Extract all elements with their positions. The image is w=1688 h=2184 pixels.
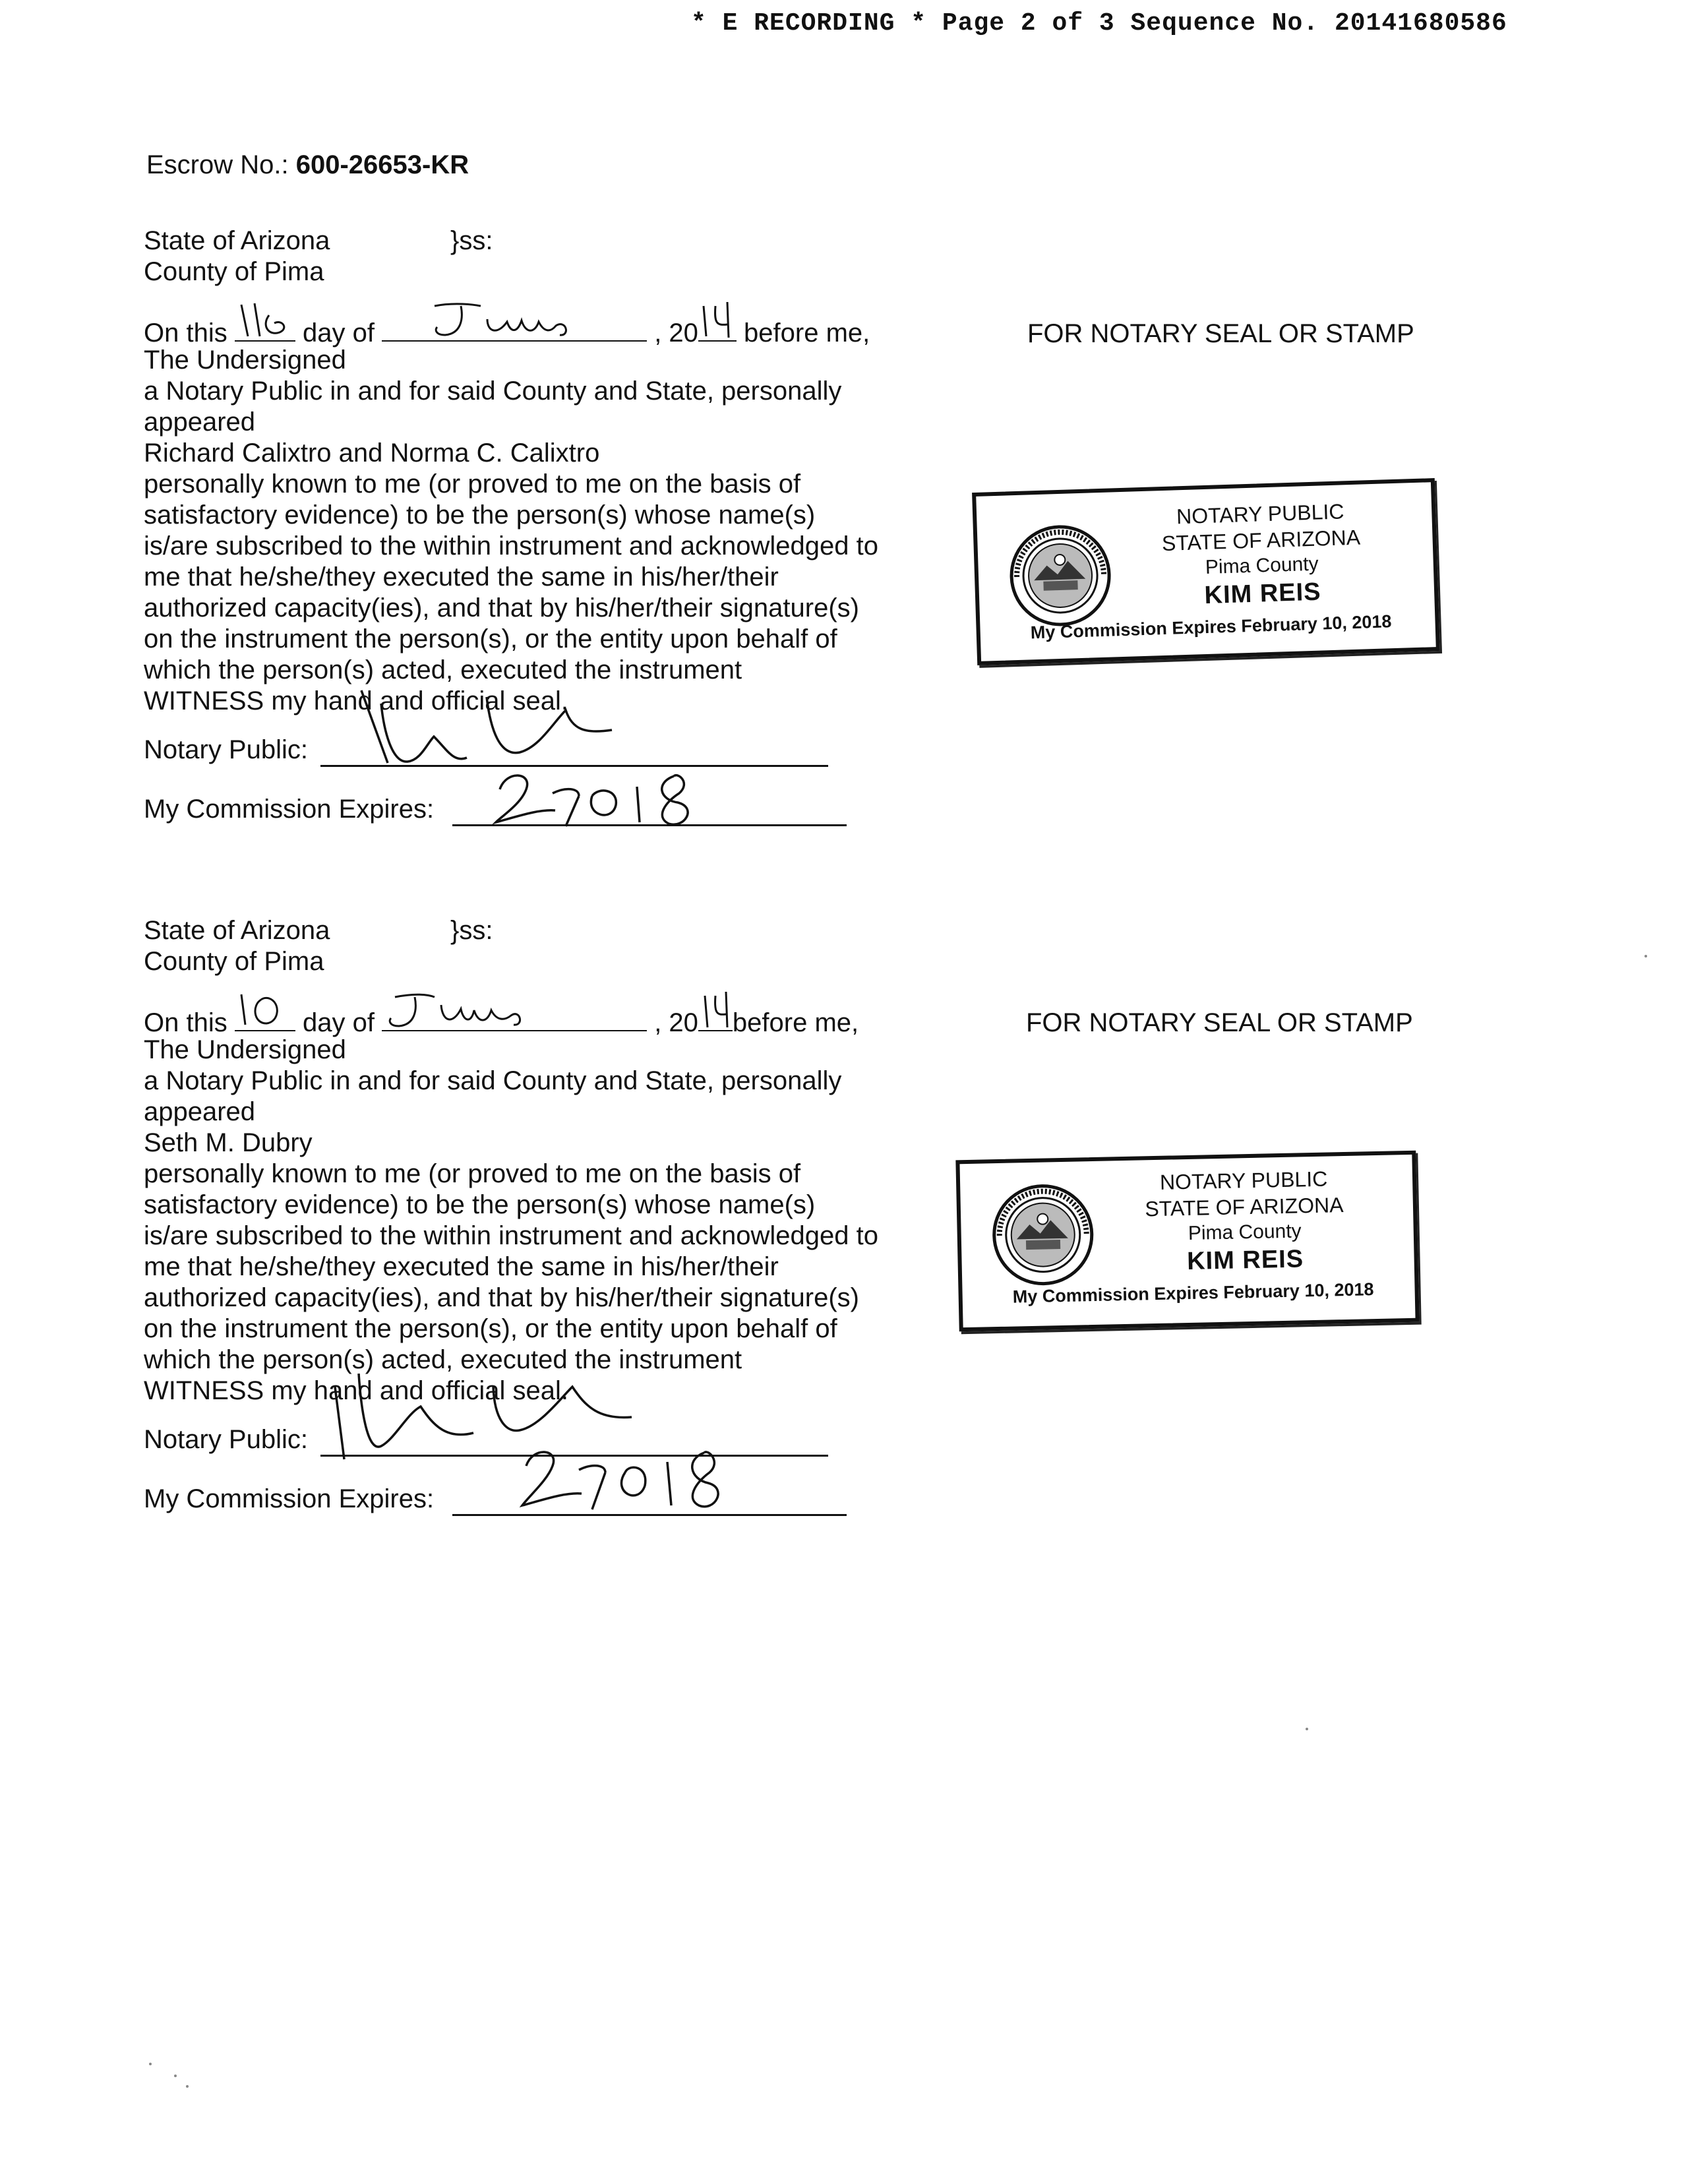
stamp-commission-expires: My Commission Expires February 10, 2018 — [1012, 1279, 1374, 1307]
venue-state-row — [144, 226, 948, 257]
stamp-state: STATE OF ARIZONA — [1161, 525, 1361, 556]
commission-expires-handwriting — [487, 763, 737, 835]
notary-public-label: Notary Public: — [144, 735, 308, 764]
body-line: satisfactory evidence) to be the person(s) whose name(s) — [144, 1190, 816, 1219]
day-of-text: day of — [302, 1008, 375, 1037]
body-line: on the instrument the person(s), or the entity upon behalf of — [144, 1314, 837, 1343]
body-line: personally known to me (or proved to me on the basis of — [144, 1159, 801, 1188]
acknowledgment-section-1 — [144, 226, 948, 835]
escrow-value: 600-26653-KR — [295, 150, 469, 179]
body-line: which the person(s) acted, executed the instrument — [144, 1345, 742, 1374]
venue-state: State of Arizona — [144, 226, 330, 255]
body-line: me that he/she/they executed the same in his/her/their — [144, 562, 779, 592]
body-line: a Notary Public in and for said County and State, personally — [144, 1066, 842, 1095]
handwritten-month-scribble — [382, 299, 647, 339]
year-prefix: , 20 — [654, 1008, 698, 1037]
body-line: a Notary Public in and for said County and State, personally — [144, 377, 842, 406]
escrow-label: Escrow No.: — [146, 150, 289, 179]
commission-expires-label: My Commission Expires: — [144, 795, 435, 824]
handwritten-year — [698, 314, 737, 342]
body-line: authorized capacity(ies), and that by his/her/their signature(s) — [144, 1283, 859, 1312]
commission-expires-label: My Commission Expires: — [144, 1484, 435, 1513]
body-line: is/are subscribed to the within instrument and acknowledged to — [144, 531, 878, 561]
handwritten-month — [382, 314, 647, 342]
handwritten-year-scribble — [698, 299, 737, 339]
appearing-parties: Richard Calixtro and Norma C. Calixtro — [144, 439, 600, 468]
arizona-state-seal-icon — [989, 1181, 1097, 1289]
notary-seal-caption: FOR NOTARY SEAL OR STAMP — [1026, 1008, 1413, 1037]
body-line: authorized capacity(ies), and that by his/her/their signature(s) — [144, 593, 859, 622]
year-prefix: , 20 — [654, 318, 698, 348]
scan-speck — [1306, 1728, 1308, 1730]
body-line: is/are subscribed to the within instrument and acknowledged to — [144, 1221, 878, 1250]
notary-stamp — [955, 1151, 1419, 1332]
stamp-notary-name: KIM REIS — [1186, 1245, 1304, 1276]
handwritten-day — [235, 314, 295, 342]
arizona-state-seal-icon — [1006, 521, 1115, 630]
stamp-notary-public: NOTARY PUBLIC — [1176, 499, 1344, 529]
appearing-parties: Seth M. Dubry — [144, 1128, 313, 1157]
notary-seal-caption: FOR NOTARY SEAL OR STAMP — [1027, 319, 1414, 348]
commission-expires-line — [144, 1479, 948, 1525]
body-line: appeared — [144, 1097, 256, 1126]
on-this-text: On this — [144, 318, 227, 348]
handwritten-month — [382, 1004, 647, 1031]
venue-state: State of Arizona — [144, 916, 330, 945]
handwritten-year — [698, 1004, 733, 1031]
venue-state-row — [144, 915, 948, 946]
venue-ss: }ss: — [450, 916, 493, 945]
on-this-text: On this — [144, 1008, 227, 1037]
scan-speck — [186, 2085, 189, 2088]
stamp-commission-expires: My Commission Expires February 10, 2018 — [1030, 611, 1392, 643]
before-me-text: before me, — [732, 1008, 859, 1037]
handwritten-year-scribble — [698, 989, 733, 1029]
body-line: which the person(s) acted, executed the instrument — [144, 655, 742, 684]
venue-county: County of Pima — [144, 947, 324, 976]
handwritten-month-scribble — [382, 989, 647, 1029]
stamp-county: Pima County — [1188, 1220, 1302, 1244]
stamp-county: Pima County — [1205, 553, 1319, 579]
body-line: The Undersigned — [144, 1035, 346, 1064]
escrow-number — [146, 150, 469, 180]
body-line: on the instrument the person(s), or the entity upon behalf of — [144, 624, 837, 653]
handwritten-day-scribble — [235, 299, 295, 339]
body-line: The Undersigned — [144, 346, 346, 375]
commission-expires-line — [144, 789, 948, 835]
handwritten-day — [235, 1004, 295, 1031]
body-line: satisfactory evidence) to be the person(s) whose name(s) — [144, 501, 816, 530]
acknowledgment-section-2 — [144, 915, 948, 1525]
date-line — [144, 314, 948, 348]
scan-speck — [1644, 955, 1647, 957]
stamp-notary-public: NOTARY PUBLIC — [1159, 1167, 1328, 1194]
commission-expires-handwriting — [513, 1440, 764, 1525]
notary-public-label: Notary Public: — [144, 1425, 308, 1454]
body-line: appeared — [144, 408, 256, 437]
body-line: me that he/she/they executed the same in his/her/their — [144, 1252, 779, 1281]
notary-stamp — [972, 478, 1440, 665]
body-line: personally known to me (or proved to me on the basis of — [144, 470, 801, 499]
date-line — [144, 1004, 948, 1035]
handwritten-day-scribble — [235, 989, 295, 1029]
scan-speck — [149, 2063, 152, 2065]
before-me-text: before me, — [744, 318, 870, 348]
witness-line: WITNESS my hand and official seal. — [144, 686, 568, 715]
witness-line: WITNESS my hand and official seal. — [144, 1376, 568, 1405]
venue-ss: }ss: — [450, 226, 493, 255]
recording-header: * E RECORDING * Page 2 of 3 Sequence No. 20141680586 — [691, 9, 1507, 38]
stamp-state: STATE OF ARIZONA — [1145, 1193, 1344, 1221]
stamp-notary-name: KIM REIS — [1204, 578, 1322, 610]
venue-county: County of Pima — [144, 257, 324, 286]
day-of-text: day of — [302, 318, 375, 348]
scan-speck — [174, 2075, 177, 2077]
